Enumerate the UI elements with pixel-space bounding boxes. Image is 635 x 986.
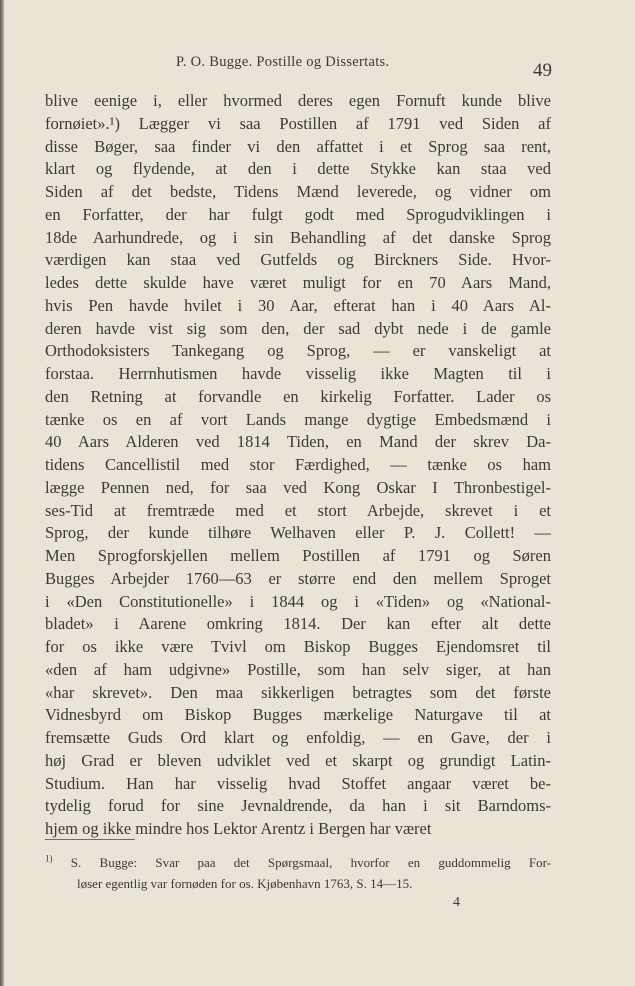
text-line: Sprog, der kunde tilhøre Welhaven eller P. J. Collett! —: [45, 523, 551, 543]
body-text: [45, 90, 551, 841]
signature-mark: 4: [453, 895, 460, 910]
page-number: 49: [533, 60, 552, 81]
text-line: deren havde vist sig som den, der sad dybt nede i de gamle: [45, 318, 551, 338]
text-line: i «Den Constitutionelle» i 1844 og i «Tiden» og «National-: [45, 591, 551, 611]
text-line: tydelig forud for sine Jevnaldrende, da han i sit Barndoms-: [45, 796, 551, 816]
footnote-rule: [45, 839, 135, 840]
text-line: ses-Tid at fremtræde med et stort Arbejde, skrevet i et: [45, 500, 551, 520]
text-line: Siden af det bedste, Tidens Mænd leverede, og vidner om: [45, 182, 551, 201]
text-line: fornøiet».¹) Lægger vi saa Postillen af 1791 ved Siden af: [45, 113, 551, 133]
text-line: Vidnesbyrd om Biskop Bugges mærkelige Naturgave til at: [45, 705, 551, 725]
text-line: klart og flydende, at den i dette Stykke kan staa ved: [45, 159, 551, 179]
text-line: tidens Cancellistil med stor Færdighed, — tænke os ham: [45, 455, 551, 474]
text-line: tænke os en af vort Lands mange dygtige Embedsmænd i: [45, 409, 551, 429]
text-line: høj Grad er bleven udviklet ved et skarpt og grundigt Latin-: [45, 750, 551, 770]
text-line: «den af ham udgivne» Postille, som han selv siger, at han: [45, 659, 551, 679]
text-line: ledes dette skulde have været muligt for en 70 Aars Mand,: [45, 273, 551, 292]
running-head: P. O. Bugge. Postille og Dissertats.: [176, 54, 390, 70]
footnote-text-1: S. Bugge: Svar paa det Spørgsmaal, hvorfor en guddommelig For-: [70, 855, 551, 870]
text-line: disse Bøger, saa finder vi den affattet i et Sprog saa rent,: [45, 136, 551, 156]
text-line: Orthodoksisters Tankegang og Sprog, — er vanskeligt at: [45, 341, 551, 361]
text-line: for os ikke være Tvivl om Biskop Bugges Ejendomsret til: [45, 637, 551, 656]
text-line: «har skrevet». Den maa sikkerligen betragtes som det første: [45, 682, 551, 702]
footnote: [45, 852, 551, 894]
text-line: Studium. Han har visselig hvad Stoffet angaar været be-: [45, 773, 551, 793]
text-line: Men Sprogforskjellen mellem Postillen af 1791 og Søren: [45, 546, 551, 565]
text-line: blive eenige i, eller hvormed deres egen Fornuft kunde blive: [45, 91, 551, 110]
text-line: en Forfatter, der har fulgt godt med Sprogudviklingen i: [45, 204, 551, 224]
text-line: Bugges Arbejder 1760—63 er større end den mellem Sproget: [45, 568, 551, 588]
text-line: den Retning at forvandle en kirkelig Forfatter. Lader os: [45, 386, 551, 406]
footnote-line-2: løser egentlig var fornøden for os. Kjøbenhavn 1763, S. 14—15.: [77, 876, 413, 891]
text-line: hvis Pen havde hvilet i 30 Aar, efterat han i 40 Aars Al-: [45, 295, 551, 315]
text-line: fremsætte Guds Ord klart og enfoldig, — en Gave, der i: [45, 728, 551, 747]
text-line: værdigen kan staa ved Gutfelds og Birckners Side. Hvor-: [45, 250, 551, 270]
page-edge-shadow: [0, 0, 4, 986]
page-header: [0, 52, 635, 82]
footnote-line-1: [45, 852, 551, 873]
text-line: 40 Aars Alderen ved 1814 Tiden, en Mand der skrev Da-: [45, 432, 551, 452]
text-line: hjem og ikke mindre hos Lektor Arentz i Bergen har været: [45, 819, 432, 838]
text-line: 18de Aarhundrede, og i sin Behandling af det danske Sprog: [45, 227, 551, 247]
text-line: bladet» i Aarene omkring 1814. Der kan efter alt dette: [45, 614, 551, 634]
text-line: forstaa. Herrnhutismen havde visselig ikke Magten til i: [45, 364, 551, 383]
text-line: lægge Pennen ned, for saa ved Kong Oskar I Thronbestigel-: [45, 477, 551, 497]
footnote-marker: 1): [45, 853, 53, 864]
